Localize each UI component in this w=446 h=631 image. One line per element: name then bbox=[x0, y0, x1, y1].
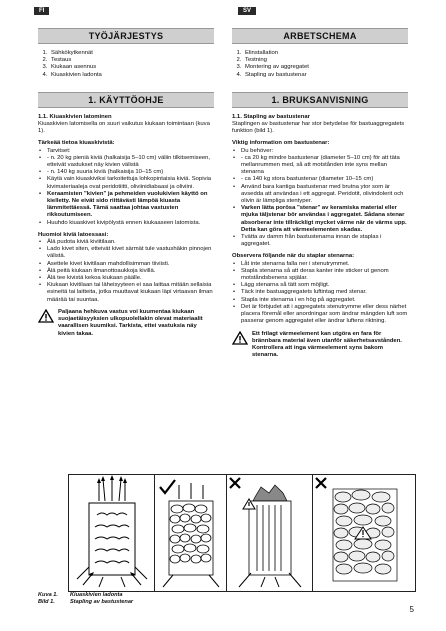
list-item: 1. Sähkökytkennät bbox=[49, 50, 214, 57]
heater-airflow-illustration bbox=[68, 474, 156, 592]
list-item: • Du behöver: bbox=[241, 148, 408, 155]
list-item: • Huuhdo kiuaskivet kivipölystä ennen kiukaaseen latomista. bbox=[47, 220, 214, 227]
list-item: • Käytä vain kiuaskiviksi tarkoitettuja lohkopintaisia kiviä. Sopivia kivimateriaaleja ovat peridotiitti, oliviinidiabaasi ja oliviini. bbox=[47, 176, 214, 190]
list-item: 1. Elinstallation bbox=[243, 50, 408, 57]
caption-text: Kiuaskivien ladonta bbox=[70, 592, 123, 598]
list-item: • - ca 20 kg mindre bastustenar (diameter 5–10 cm) för att täta mellanrummen med, så att motstånden inte syns mellan stenarna bbox=[241, 155, 408, 177]
list-item: • Älä pudota kiviä kiviitilaan. bbox=[47, 239, 214, 246]
figure-captions bbox=[38, 592, 133, 606]
list-item: • Lado kivet siten, etteivät kivet särmät tule vastushäkin pinnojen välistä. bbox=[47, 246, 214, 260]
list-item: • Varken lätta porösa "stenar" av keramiska material eller mjuka täljstenar bör användas i aggregatet. Sådana stenar absorberar inte tillräckligt mycket värme när de värms upp. Detta kan göra att värmeelementen skadas. bbox=[241, 205, 408, 234]
important-title-fi: Tärkeää tietoa kiuaskivistä: bbox=[38, 140, 115, 147]
correct-stacking-illustration bbox=[154, 474, 228, 592]
list-item: • - ca 140 kg stora bastustenar (diameter 10–15 cm) bbox=[241, 176, 408, 183]
intro-sv: Staplingen av bastustenar har stor betydelse för bastuaggregatets funktion (bild 1). bbox=[232, 121, 405, 135]
section-title-fi: 1. KÄYTTÖOHJE bbox=[38, 92, 214, 108]
toc-title-fi: TYÖJÄRJESTYS bbox=[38, 28, 214, 44]
list-item: 2. Testaus bbox=[49, 57, 214, 64]
figure-stone-stacking bbox=[68, 474, 414, 590]
caption-key: Bild 1. bbox=[38, 598, 55, 605]
column-fi bbox=[38, 28, 214, 338]
list-item: • Stapla inte stenarna i en hög på aggregatet. bbox=[241, 297, 408, 304]
list-item: • Täck inte bastuaggregatets luftintag med stenar. bbox=[241, 289, 408, 296]
page-number: 5 bbox=[409, 605, 414, 614]
heater-cross-section-illustration bbox=[312, 474, 416, 592]
important-list-sv bbox=[232, 148, 408, 249]
warning-text-fi: Paljaana hehkuva vastus voi kuumentaa kiukaan suojaetäisyyksien ulkopuolellakin olevat materiaalit vaarallisen kuumiksi. Tarkista, ettei vastuksia näy kivien takaa. bbox=[58, 308, 203, 337]
list-item: • Använd bara kantiga bastustenar med brutna ytor som är avsedda att användas i ett aggregat. Peridotit, olivindolerit och olivin är lämpliga stentyper. bbox=[241, 184, 408, 206]
caption-sv bbox=[38, 599, 133, 606]
list-item: • - n. 140 kg suuria kiviä (halkaisija 10–15 cm) bbox=[47, 169, 214, 176]
warning-text-sv: Ett frilagt värmeelement kan utgöra en fara för brännbara material även utanför säkerhetsavstånden. Kontrollera att inga värmeelement syns bakom stenarna. bbox=[252, 330, 402, 359]
caption-fi bbox=[38, 592, 133, 599]
cross-icon bbox=[316, 478, 326, 488]
list-item: 2. Testning bbox=[243, 57, 408, 64]
list-item: • Tvätta av damm från bastustenarna innan de staplas i aggregatet. bbox=[241, 234, 408, 248]
notice-list-sv bbox=[232, 261, 408, 326]
notice-title-fi: Huomioi kiviä latoessasi: bbox=[38, 231, 109, 238]
list-item: 4. Kiuaskivien ladonta bbox=[49, 72, 214, 79]
warning-icon bbox=[232, 331, 248, 345]
column-sv bbox=[232, 28, 408, 359]
language-tag-sv: SV bbox=[238, 7, 256, 15]
section-title-sv: 1. BRUKSANVISNING bbox=[232, 92, 408, 108]
notice-title-sv: Observera följande när du staplar stenarna: bbox=[232, 253, 355, 260]
wrong-stacking-illustration bbox=[226, 474, 314, 592]
caption-text: Stapling av bastustenar bbox=[70, 598, 134, 605]
check-icon bbox=[160, 480, 175, 493]
list-item: • Älä peitä kiukaan ilmanottoaukkoja kivillä. bbox=[47, 268, 214, 275]
subsection-title-sv: 1.1. Stapling av bastustenar bbox=[232, 113, 310, 120]
list-item: • Lägg stenarna så tätt som möjligt. bbox=[241, 282, 408, 289]
list-item: • Asettele kivet kivitilaan mahdollisimman tiiviisti. bbox=[47, 261, 214, 268]
list-item: • Låt inte stenarna falla ner i stenutrymmet. bbox=[241, 261, 408, 268]
warning-fi bbox=[38, 309, 214, 338]
list-item: • Tarvitset: bbox=[47, 148, 214, 155]
list-item: 4. Stapling av bastustenar bbox=[243, 72, 408, 79]
toc-list-fi bbox=[38, 50, 214, 79]
list-item: 3. Kiukaan asennus bbox=[49, 64, 214, 71]
warning-icon bbox=[38, 309, 54, 323]
language-tag-fi: FI bbox=[34, 7, 49, 15]
list-item: • Älä tee kivistä kekoa kiukaan päälle. bbox=[47, 275, 214, 282]
list-item: 3. Montering av aggregatet bbox=[243, 64, 408, 71]
important-title-sv: Viktig information om bastustenar: bbox=[232, 140, 330, 147]
caption-key: Kuva 1. bbox=[38, 592, 58, 598]
list-item: • Stapla stenarna så att deras kanter inte sticker ut genom motståndsbenens spjälar. bbox=[241, 268, 408, 282]
warning-sv bbox=[232, 331, 408, 360]
subsection-title-fi: 1.1. Kiuaskivien latominen bbox=[38, 113, 112, 120]
list-item: • Keraamisten "kivien" ja pehmeiden vuolukivien käyttö on kielletty. Ne eivät sido riittävästi lämpöä kiuasta lämmitettäessä. Tämä saattaa johtaa vastusten rikkoutumiseen. bbox=[47, 191, 214, 220]
list-item: • Det är förbjudet att i aggregatets stenutrymme eller dess närhet placera föremål eller anordningar som ändrar mängden luft som passerar genom aggregatet eller ändrar luftens riktning. bbox=[241, 304, 408, 326]
important-list-fi bbox=[38, 148, 214, 227]
toc-title-sv: ARBETSCHEMA bbox=[232, 28, 408, 44]
list-item: • - n. 20 kg pieniä kiviä (halkaisija 5–10 cm) väliin tilkitsemiseen, etteivät vastukset näy kivien välistä bbox=[47, 155, 214, 169]
list-item: • Kiukaan kivitilaan tai läheisyyteen ei saa laittaa mitään sellaisia esineitä tai laitteita, jotka muuttavat kiukaan läpi virtaavan ilman määrää tai suuntaa. bbox=[47, 282, 214, 304]
notice-list-fi bbox=[38, 239, 214, 304]
intro-fi: Kiuaskivien latomisella on suuri vaikutus kiukaan toimintaan (kuva 1). bbox=[38, 121, 210, 135]
toc-list-sv bbox=[232, 50, 408, 79]
cross-icon bbox=[230, 478, 240, 488]
